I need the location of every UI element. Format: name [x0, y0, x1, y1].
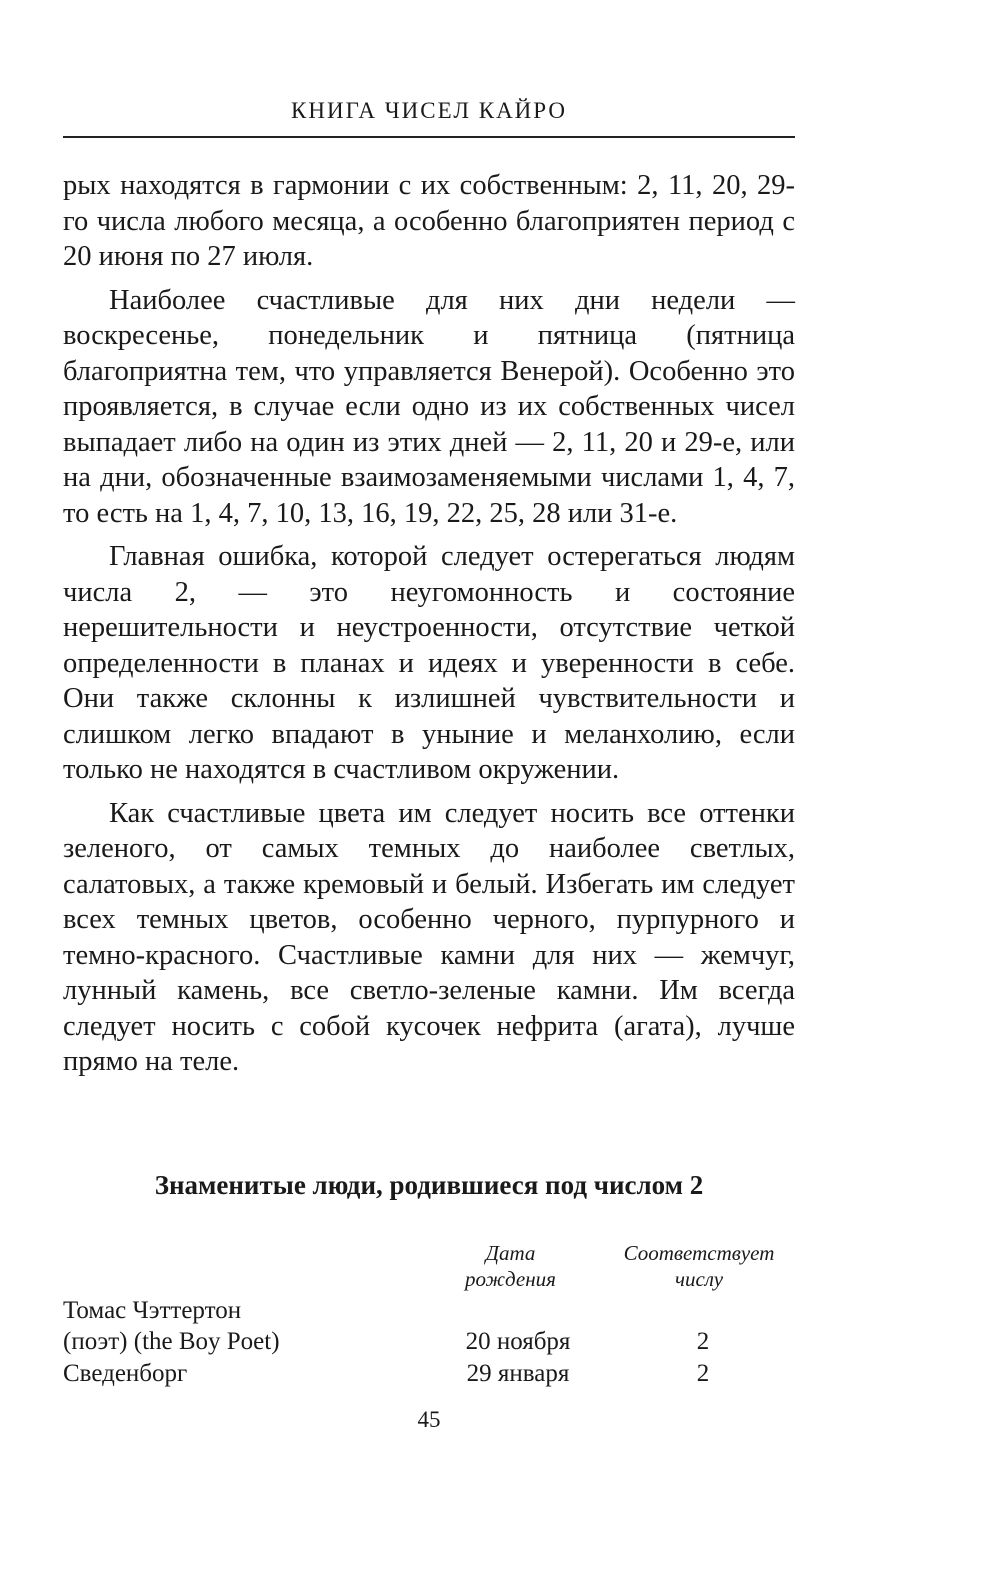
person-birth-date: 29 января	[466, 1360, 570, 1387]
person-name-line2: (поэт) (the Boy Poet)	[63, 1328, 280, 1355]
section-heading: Знаменитые люди, родившиеся под числом 2	[154, 1170, 704, 1200]
column-header-date-line2: рождения	[465, 1267, 556, 1291]
person-name-line1: Сведенборг	[63, 1360, 188, 1387]
column-header-birth-date	[443, 1240, 578, 1292]
person-birth-date: 20 ноября	[465, 1328, 571, 1355]
running-title: КНИГА ЧИСЕЛ КАЙРО	[291, 98, 567, 123]
paragraph-lucky-colors: Как счастливые цвета им следует носить все оттенки зеленого, от самых темных до наиболее светлых, салатовых, а также кремовый и белый. Избегать им следует всех темных цветов, особенно черного, пурпурного и темно-красного. Счастливые камни для них — жемчуг, лунный камень, все светло-зеленые камни. Им всегда следует носить с собой кусочек нефрита (агата), лучше прямо на теле.	[63, 797, 795, 1077]
paragraph-lucky-days: Наиболее счастливые для них дни недели — воскресенье, понедельник и пятница (пятница благоприятна тем, что управляется Венерой). Особенно это проявляется, в случае если одно из их собственных чисел выпадает либо на один из этих дней — 2, 11, 20 и 29-е, или на дни, обозначенные взаимозаменяемыми числами 1, 4, 7, то есть на 1, 4, 7, 10, 13, 16, 19, 22, 25, 28 или 31-е.	[63, 284, 795, 529]
column-header-date-line1: Дата	[485, 1241, 536, 1265]
paragraph-continued: рых находятся в гармонии с их собственным: 2, 11, 20, 29-го числа любого месяца, а особенно благоприятен период с 20 июня по 27 июля.	[63, 170, 795, 272]
column-header-number-line1: Соответствует	[623, 1241, 775, 1265]
person-number: 2	[696, 1328, 710, 1355]
page-number: 45	[417, 1407, 441, 1432]
header-rule	[63, 136, 795, 138]
body-text	[63, 168, 795, 1088]
paragraph-main-mistake: Главная ошибка, которой следует остерегаться людям числа 2, — это неугомонность и состояние нерешительности и неустроенности, отсутствие четкой определенности в планах и идеях и уверенности в себе. Они также склонны к излишней чувствительности и слишком легко впадают в уныние и меланхолию, если только не находятся в счастливом окружении.	[63, 541, 795, 785]
column-header-number-line2: числу	[674, 1267, 724, 1291]
book-page	[63, 0, 795, 1572]
column-header-number	[603, 1240, 795, 1292]
person-name-line1: Томас Чэттертон	[63, 1297, 242, 1324]
person-number: 2	[696, 1360, 710, 1387]
